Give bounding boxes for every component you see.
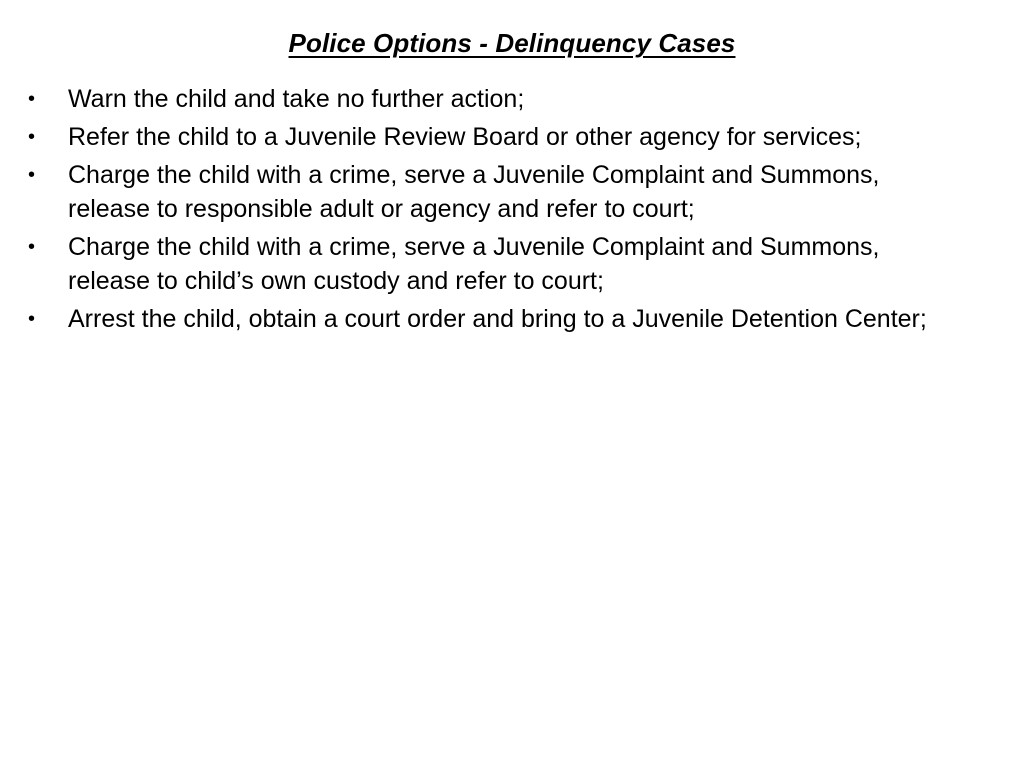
bullet-text: Charge the child with a crime, serve a Juvenile Complaint and Summons, release to responsible adult or agency and refer to court; (68, 161, 880, 223)
bullet-item-warn (22, 82, 1012, 116)
bullet-text: Warn the child and take no further action; (68, 85, 525, 113)
bullet-icon: • (28, 164, 36, 186)
bullet-list (22, 82, 1012, 340)
bullet-item-charge-release-self (22, 230, 1012, 298)
bullet-icon: • (28, 88, 36, 110)
bullet-text: Arrest the child, obtain a court order and bring to a Juvenile Detention Center; (68, 305, 927, 333)
bullet-icon: • (28, 308, 36, 330)
bullet-item-refer (22, 120, 1012, 154)
bullet-text: Refer the child to a Juvenile Review Board or other agency for services; (68, 123, 862, 151)
bullet-icon: • (28, 236, 36, 258)
bullet-item-arrest (22, 302, 1012, 336)
slide-title: Police Options - Delinquency Cases (288, 28, 736, 58)
bullet-item-charge-release-adult (22, 158, 1012, 226)
bullet-text: Charge the child with a crime, serve a Juvenile Complaint and Summons, release to child’s own custody and refer to court; (68, 233, 880, 295)
bullet-icon: • (28, 126, 36, 148)
